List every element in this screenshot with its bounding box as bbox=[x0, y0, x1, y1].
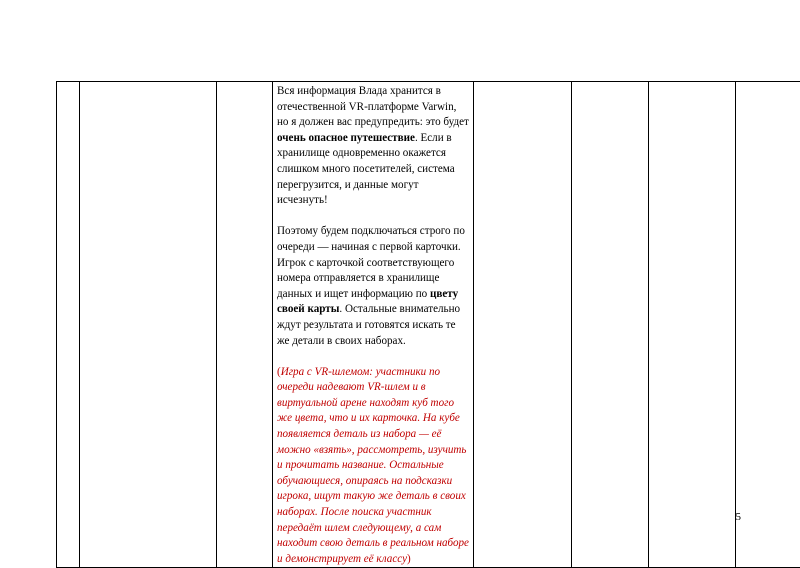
note-text: Игра с VR-шлемом: участники по очереди надевают VR-шлем и в виртуальной арене находят куб того же цвета, что и их карточка. На кубе появляется деталь из набора — её можно «взять», рассмотреть, изучить и прочитать название. Остальные обучающиеся, опираясь на подсказки игрока, ищут такую же деталь в своих наборах. После поиска участник передаёт шлем следующему, а сам находит свою деталь в реальном наборе и демонстрирует её классу bbox=[277, 366, 469, 565]
table-cell-col1 bbox=[57, 82, 80, 568]
table-cell-col7 bbox=[649, 82, 736, 568]
note-close-paren: ) bbox=[407, 553, 411, 565]
bold-phrase-dangerous-journey: очень опасное путешествие bbox=[277, 132, 415, 144]
table-cell-col8 bbox=[736, 82, 800, 568]
paragraph-intro: Вся информация Влада хранится в отечественной VR-платформе Varwin, но я должен вас предупредить: это будет очень опасное путешествие. Если в хранилище одновременно окажется слишком много посетителей, система перегрузится, и данные могут исчезнуть! bbox=[277, 84, 470, 209]
table-cell-col6 bbox=[572, 82, 649, 568]
page-number: 5 bbox=[736, 511, 742, 523]
instruction-note bbox=[277, 365, 470, 568]
note-open-paren: ( bbox=[277, 366, 281, 378]
paragraph-order: Поэтому будем подключаться строго по очереди — начиная с первой карточки. Игрок с карточкой соответствующего номера отправляется в хранилище данных и ищет информацию по цвету своей карты. Остальные внимательно ждут результата и готовятся искать те же детали в своих наборах. bbox=[277, 224, 470, 349]
table-cell-col2 bbox=[80, 82, 217, 568]
table-cell-content bbox=[273, 82, 474, 568]
table-cell-col3 bbox=[217, 82, 273, 568]
table-row bbox=[57, 82, 800, 568]
lesson-plan-table bbox=[56, 81, 800, 568]
table-cell-col5 bbox=[474, 82, 572, 568]
bold-phrase-card-color: цвету своей карты bbox=[277, 288, 458, 316]
